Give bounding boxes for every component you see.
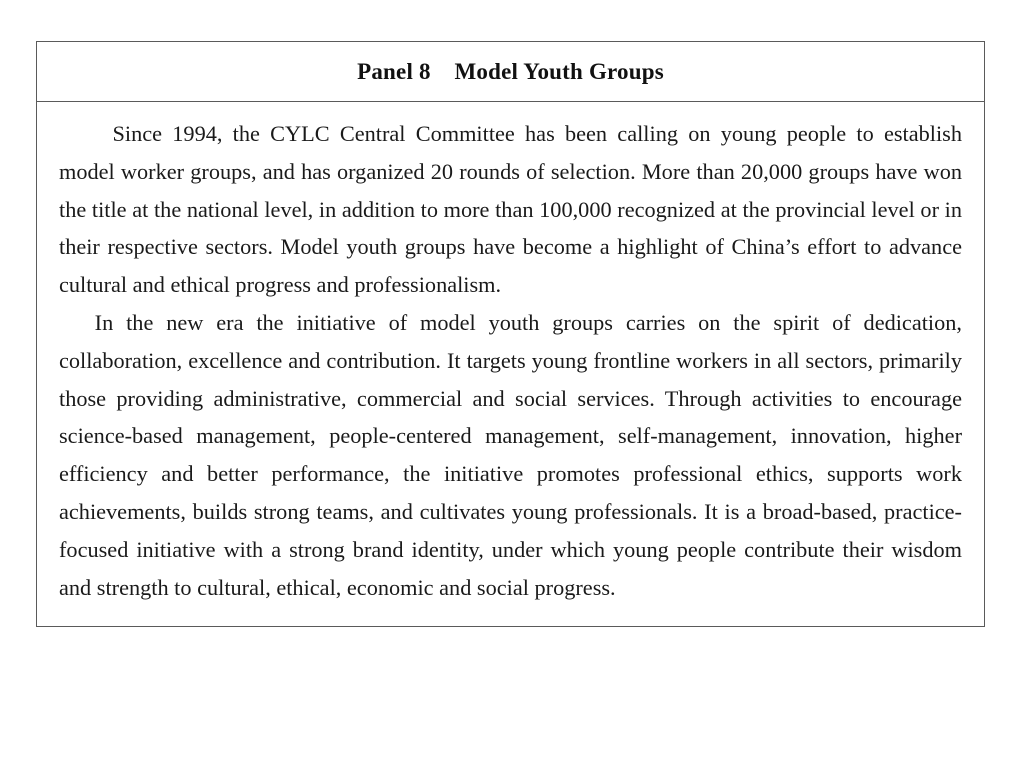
panel-header	[37, 42, 984, 102]
panel-paragraph: Since 1994, the CYLC Central Committee has been calling on young people to establish model worker groups, and has organized 20 rounds of selection. More than 20,000 groups have won the title at the national level, in addition to more than 100,000 recognized at the provincial level or in their respective sectors. Model youth groups have become a highlight of China’s effort to advance cultural and ethical progress and professionalism.	[59, 121, 962, 298]
panel-box	[36, 41, 985, 627]
panel-title: Panel 8 Model Youth Groups	[357, 59, 664, 84]
panel-body	[37, 102, 984, 626]
panel-paragraph: In the new era the initiative of model youth groups carries on the spirit of dedication, collaboration, excellence and contribution. It targets young frontline workers in all sectors, primarily those providing administrative, commercial and social services. Through activities to encourage science-based management, people-centered management, self-management, innovation, higher efficiency and better performance, the initiative promotes professional ethics, supports work achievements, builds strong teams, and cultivates young professionals. It is a broad-based, practice-focused initiative with a strong brand identity, under which young people contribute their wisdom and strength to cultural, ethical, economic and social progress.	[59, 309, 962, 600]
